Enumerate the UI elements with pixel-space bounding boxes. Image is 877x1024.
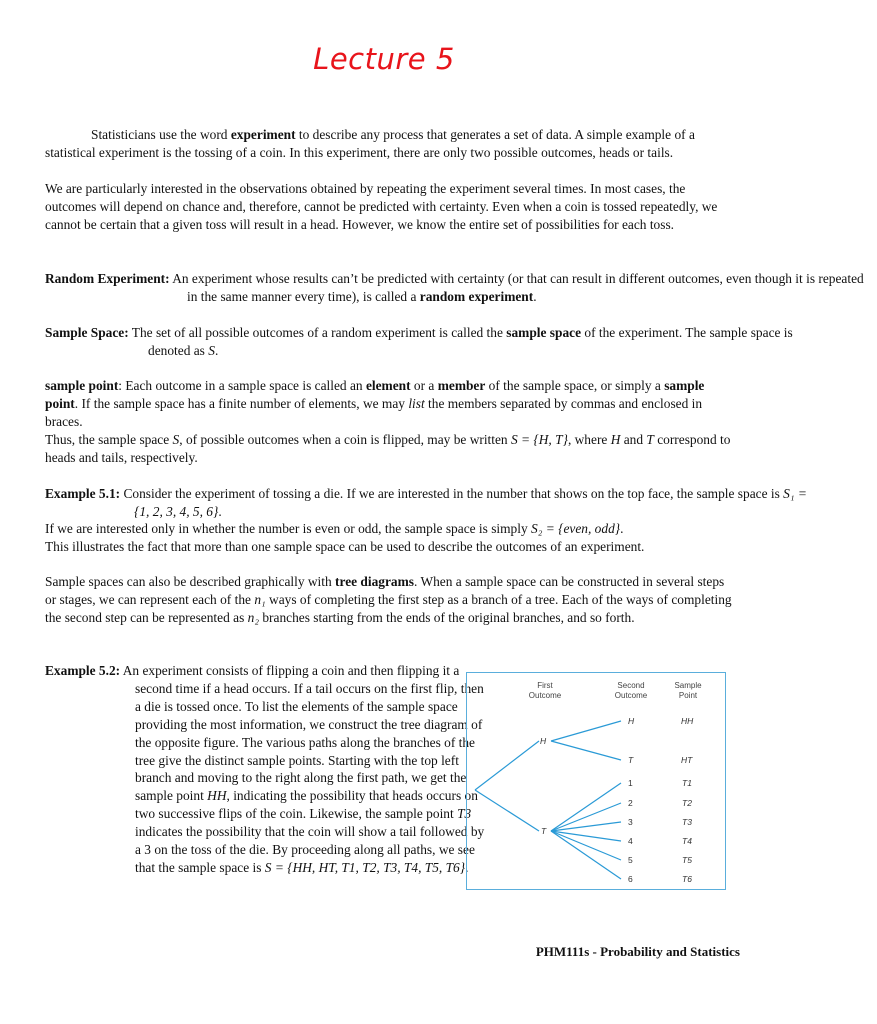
sample-point-paragraph: sample point: Each outcome in a sample space is called an element or a member of the sample space, or simply a sample point. If the sample space has a finite number of elements, we may list the members separated by commas and enclosed in braces. [45,378,705,429]
header-first-line2: Outcome [528,691,562,700]
sample-point-HT: HT [681,755,693,765]
branch-H-T [551,741,621,760]
first-outcome-T: T [541,826,547,836]
header-second-line2: Outcome [614,691,648,700]
header-sample-line1: Sample [674,681,702,690]
lecture-title: Lecture 5 [313,42,455,76]
sample-point-T2: T2 [682,798,692,808]
branch-lines [475,721,621,879]
random-experiment-definition: Random Experiment: An experiment whose results can’t be predicted with certainty (or that can result in different outcomes, even though it is repeated in the same manner every time), is called a random experiment. [45,271,864,304]
second-outcome-4: 4 [628,836,633,846]
example-5-1-even-odd: If we are interested only in whether the number is even or odd, the sample space is simply S₂ = {even, odd}. [45,521,624,536]
intro-paragraph: Statisticians use the word experiment to describe any process that generates a set of data. A simple example of a statistical experiment is the tossing of a coin. In this experiment, there are only two possible outcomes, heads or tails. [45,127,695,160]
header-second-line1: Second [617,681,645,690]
coin-sample-space-paragraph: Thus, the sample space S, of possible outcomes when a coin is flipped, may be written S = {H, T}, where H and T correspond to heads and tails, respectively. [45,432,731,465]
header-sample-line2: Point [678,691,698,700]
observations-paragraph: We are particularly interested in the observations obtained by repeating the experiment several times. In most cases, the outcomes will depend on chance and, therefore, cannot be predicted with certainty. Even when a coin is tossed repeatedly, we cannot be certain that a given toss will result in a head. However, we know the entire set of possibilities for each toss. [45,181,718,232]
sample-point-T1: T1 [682,778,692,788]
tree-diagram-figure [466,672,726,890]
second-outcome-H: H [628,716,635,726]
sample-space-definition: Sample Space: The set of all possible outcomes of a random experiment is called the sample space of the experiment. The sample space is denoted as S. [45,325,793,358]
second-outcome-5: 5 [628,855,633,865]
second-outcome-1: 1 [628,778,633,788]
second-outcome-2: 2 [628,798,633,808]
example-5-2: Example 5.2: An experiment consists of flipping a coin and then flipping it a second time if a head occurs. If a tail occurs on the first flip, then a die is tossed once. To list the elements of the sample space providing the most information, we construct the tree diagram of the opposite figure. The various paths along the branches of the tree give the distinct sample points. Starting with the top left branch and moving to the right along the first path, we get the sample point HH, indicating the possibility that heads occurs on two successive flips of the coin. Likewise, the sample point T3 indicates the possibility that the coin will show a tail followed by a 3 on the toss of the die. By proceeding along all paths, we see that the sample space is S = {HH, HT, T1, T2, T3, T4, T5, T6}. [45,663,485,875]
sample-point-T3: T3 [682,817,692,827]
second-outcome-T: T [628,755,634,765]
example-5-1-conclusion: This illustrates the fact that more than one sample space can be used to describe the outcomes of an experiment. [45,539,645,554]
tree-diagram-svg [467,673,727,891]
branch-T-6 [551,831,621,879]
example-5-1: Example 5.1: Consider the experiment of tossing a die. If we are interested in the number that shows on the top face, the sample space is S₁ = {1, 2, 3, 4, 5, 6}. [45,486,807,519]
branch-T-4 [551,831,621,841]
first-outcome-H: H [540,736,547,746]
sample-point-HH: HH [681,716,694,726]
tree-diagram-paragraph: Sample spaces can also be described graphically with tree diagrams. When a sample space can be constructed in several steps or stages, we can represent each of the n₁ ways of completing the first step as a branch of a tree. Each of the ways of completing the second step can be represented as n₂ branches starting from the ends of the original branches, and so forth. [45,574,732,625]
branch-H-H [551,721,621,741]
sample-point-T5: T5 [682,855,692,865]
sample-point-T4: T4 [682,836,692,846]
branch-root-H [475,741,539,790]
second-outcome-3: 3 [628,817,633,827]
course-footer: PHM111s - Probability and Statistics [535,944,740,959]
second-outcome-6: 6 [628,874,633,884]
header-first-line1: First [537,681,553,690]
sample-point-T6: T6 [682,874,692,884]
branch-root-T [475,790,539,831]
